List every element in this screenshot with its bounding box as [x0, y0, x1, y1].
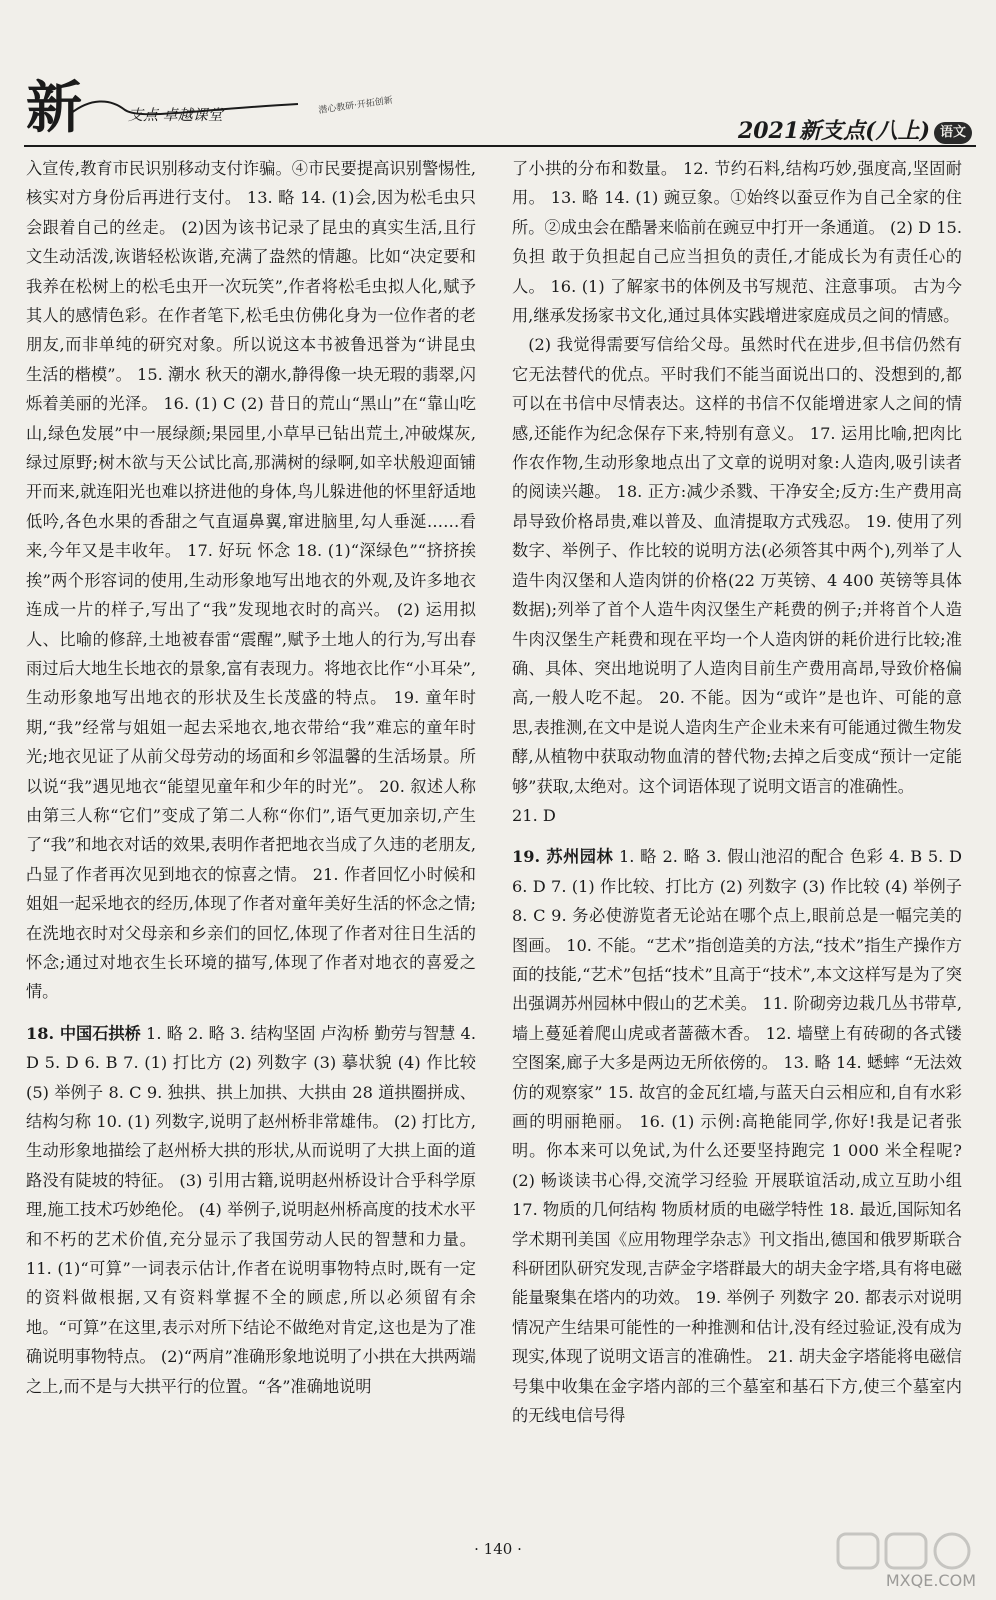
section-gap: [512, 830, 962, 842]
answer-paragraph: 了小拱的分布和数量。 12. 节约石料,结构巧妙,强度高,坚固耐用。 13. 略 14. (1) 豌豆象。①始终以蚕豆作为自己全家的住所。②成虫会在酷暑来临前在豌豆中打开一条通道。 (2) D 15. 负担 敢于负担起自己应当担负的责任,才能成长为有责任心的人。 16. (1) 了解家书的体例及书写规范、注意事项。 古为今用,继承发扬家书文化,通过具体实践增进家庭成员之间的情感。: [512, 159, 962, 326]
left-column: [26, 154, 476, 1401]
subject-badge: 语文: [934, 122, 972, 144]
section-title: 18. 中国石拱桥: [26, 1023, 141, 1043]
page-header: [0, 0, 996, 150]
page-number: · 140 ·: [474, 1540, 522, 1558]
section-body: 1. 略 2. 略 3. 结构坚固 卢沟桥 勤劳与智慧 4. D 5. D 6. B 7. (1) 打比方 (2) 列数字 (3) 摹状貌 (4) 作比较 (5) 举例子 8. C 9. 独拱、拱上加拱、大拱由 28 道拱圈拼成、结构匀称 10. (1) 列数字,说明了赵州桥非常雄伟。 (2) 打比方,生动形象地描绘了赵州桥大拱的形状,从而说明了大拱上面的道路没有陡坡的特征。 (3) 引用古籍,说明赵州桥设计合乎科学原理,施工技术巧妙绝伦。 (4) 举例子,说明赵州桥高度的技术水平和不朽的艺术价值,充分显示了我国劳动人民的智慧和力量。 11. (1)“可算”一词表示估计,作者在说明事物特点时,既有一定的资料做根据,又有资料掌握不全的顾虑,所以必须留有余地。“可算”在这里,表示对所下结论不做绝对肯定,这也是为了准确说明事物特点。 (2)“两肩”准确形象地说明了小拱在大拱两端之上,而不是与大拱平行的位置。“各”准确地说明: [26, 1023, 476, 1396]
section-gap: [26, 1007, 476, 1019]
answer-paragraph: 21. D: [512, 805, 556, 825]
section-body: 1. 略 2. 略 3. 假山池沼的配合 色彩 4. B 5. D 6. D 7. (1) 作比较、打比方 (2) 列数字 (3) 作比较 (4) 举例子 8. C 9. 务必使游览者无论站在哪个点上,眼前总是一幅完美的图画。 10. 不能。“艺术”指创造美的方法,“技术”指生产操作方面的技能,“艺术”包括“技术”且高于“技术”,本文这样写是为了突出强调苏州园林中假山的艺术美。 11. 阶砌旁边栽几丛书带草,墙上蔓延着爬山虎或者蔷薇木香。 12. 墙壁上有砖砌的各式镂空图案,廊子大多是两边无所依傍的。 13. 略 14. 蟋蟀 “无法效仿的观察家” 15. 故宫的金瓦红墙,与蓝天白云相应和,自有水彩画的明丽艳丽。 16. (1) 示例:高艳能同学,你好!我是记者张明。你本来可以免试,为什么还要坚持跑完 1 000 米全程呢? (2) 畅谈读书心得,交流学习经验 开展联谊活动,成立互助小组 17. 物质的几何结构 物质材质的电磁学特性 18. 最近,国际知名学术期刊美国《应用物理学杂志》刊文指出,德国和俄罗斯联合科研团队研究发现,吉萨金字塔群最大的胡夫金字塔,具有将电磁能量聚集在塔内的功效。 19. 举例子 列数字 20. 都表示对说明情况产生结果可能性的一种推测和估计,没有经过验证,没有成为现实,体现了说明文语言的准确性。 21. 胡夫金字塔能将电磁信号集中收集在金字塔内部的三个墓室和基石下方,使三个墓室内的无线电信号得: [512, 847, 962, 1426]
answer-paragraph: (2) 我觉得需要写信给父母。虽然时代在进步,但书信仍然有它无法替代的优点。平时我们不能当面说出口的、没想到的,都可以在书信中尽情表达。这样的书信不仅能增进家人之间的情感,还能作为纪念保存下来,特别有意义。 17. 运用比喻,把肉比作农作物,生动形象地点出了文章的说明对象:人造肉,吸引读者的阅读兴趣。 18. 正方:减少杀戮、干净安全;反方:生产费用高昂导致价格昂贵,难以普及、血清提取方式残忍。 19. 使用了列数字、举例子、作比较的说明方法(必须答其中两个),列举了人造牛肉汉堡和人造肉饼的价格(22 万英镑、4 400 英镑等具体数据);列举了首个人造牛肉汉堡生产耗费的例子;并将首个人造牛肉汉堡生产耗费和现在平均一个人造肉饼的耗价进行比较;准确、具体、突出地说明了人造肉目前生产费用高昂,导致价格偏高,一般人吃不起。 20. 不能。因为“或许”是也许、可能的意思,表推测,在文中是说人造肉生产企业未来有可能通过微生物发酵,从植物中获取动物血清的替代物;去掉之后变成“预计一定能够”获取,太绝对。这个词语体现了说明文语言的准确性。: [512, 335, 962, 796]
brand-logo: 新: [26, 75, 80, 141]
section-19: [512, 842, 962, 1430]
right-column: [512, 154, 962, 1430]
answer-paragraph: 入宣传,教育市民识别移动支付诈骗。④市民要提高识别警惕性,核实对方身份后再进行支付。 13. 略 14. (1)会,因为松毛虫只会跟着自己的丝走。 (2)因为该书记录了昆虫的真实生活,且行文生动活泼,诙谐轻松诙谐,充满了盎然的情趣。比如“决定要和我养在松树上的松毛虫开一次玩笑”,作者将松毛虫拟人化,赋予其人的感情色彩。在作者笔下,松毛虫仿佛化身为一位作者的老朋友,而非单纯的研究对象。所以说这本书被鲁迅誉为“讲昆虫生活的楷模”。 15. 潮水 秋天的潮水,静得像一块无瑕的翡翠,闪烁着美丽的光泽。 16. (1) C (2) 昔日的荒山“黑山”在“靠山吃山,绿色发展”中一展绿颜;果园里,小草早已钻出荒土,冲破煤灰,绿过原野;树木欲与天公试比高,那满树的绿啊,如辛状般迎面铺开而来,就连阳光也难以挤进他的身体,鸟儿躲进他的怀里舒适地低吟,各色水果的香甜之气直逼鼻翼,窜进脑里,勾人垂涎……看来,今年又是丰收年。 17. 好玩 怀念 18. (1)“深绿色”“挤挤挨挨”两个形容词的使用,生动形象地写出地衣的外观,及许多地衣连成一片的样子,写出了“我”发现地衣时的高兴。 (2) 运用拟人、比喻的修辞,土地被春雷“震醒”,赋予土地人的行为,写出春雨过后大地生长地衣的景象,富有表现力。将地衣比作“小耳朵”,生动形象地写出地衣的形状及生长茂盛的特点。 19. 童年时期,“我”经常与姐姐一起去采地衣,地衣带给“我”难忘的童年时光;地衣见证了从前父母劳动的场面和乡邻温馨的生活场景。所以说“我”遇见地衣“能望见童年和少年的时光”。 20. 叙述人称由第三人称“它们”变成了第二人称“你们”,语气更加亲切,产生了“我”和地衣对话的效果,表明作者把地衣当成了久违的老朋友,凸显了作者再次见到地衣的惊喜之情。 21. 作者回忆小时候和姐姐一起采地衣的经历,体现了作者对童年美好生活的怀念之情;在洗地衣时对父母亲和乡亲们的回忆,体现了作者对往日生活的怀念;通过对地衣生长环境的描写,体现了作者对地衣的喜爱之情。: [26, 159, 476, 1002]
section-18: [26, 1019, 476, 1401]
brand-subtitle: 支点 卓越课堂: [128, 106, 223, 124]
watermark-text: MXQE.COM: [885, 1571, 976, 1590]
section-title: 19. 苏州园林: [512, 847, 614, 867]
brand-slogan: 潜心教研·开拓创新: [317, 95, 394, 117]
header-rule: [24, 145, 976, 147]
book-title: 2021新支点(八上) 语文: [738, 114, 972, 145]
